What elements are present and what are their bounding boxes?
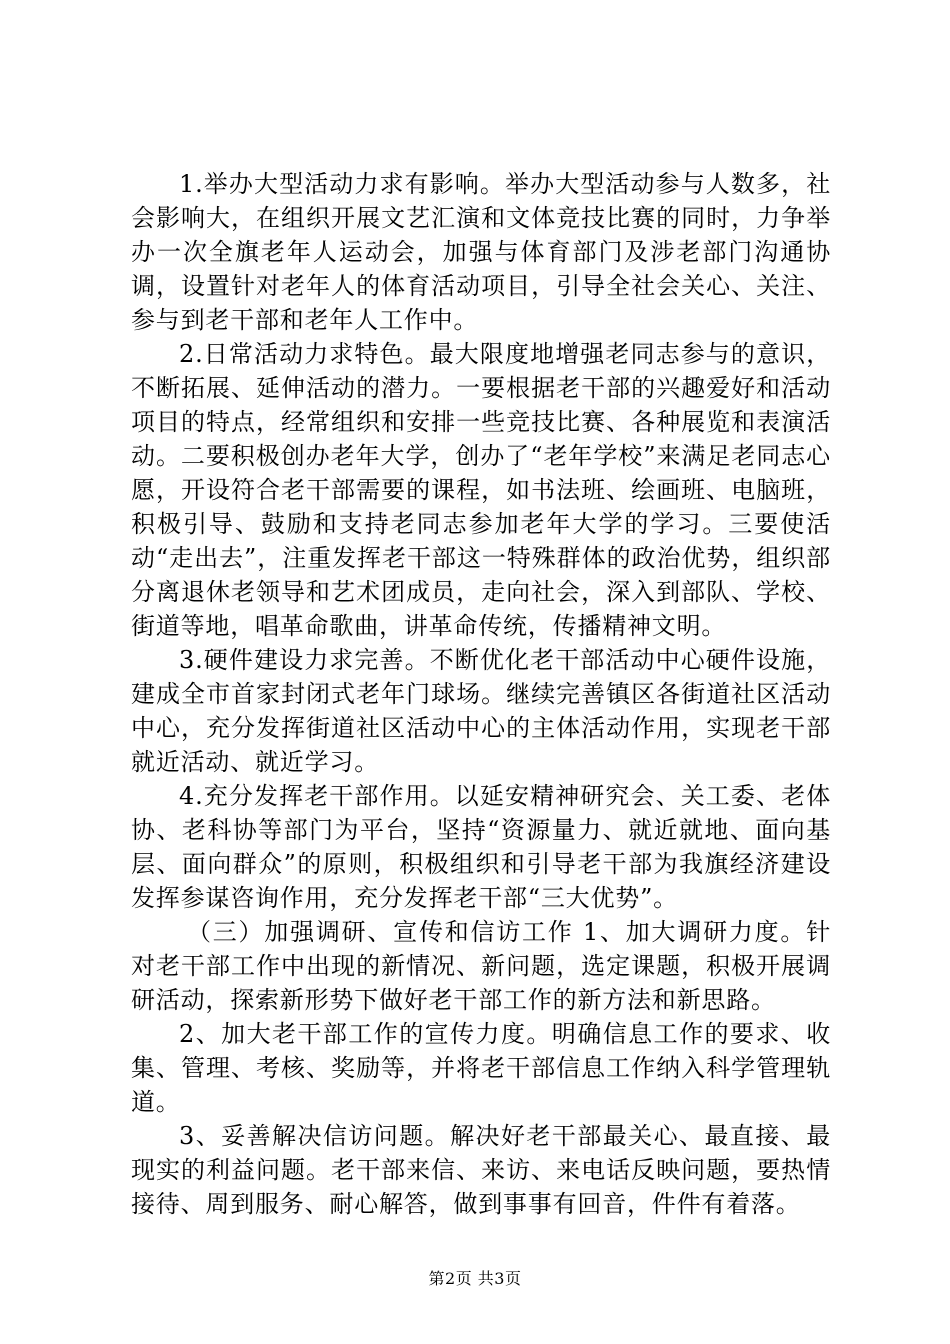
document-body (131, 167, 831, 1221)
paragraph-petitions: 3、妥善解决信访问题。解决好老干部最关心、最直接、最现实的利益问题。老干部来信、来访、来电话反映问题，要热情接待、周到服务、耐心解答，做到事事有回音，件件有着落。 (131, 1122, 831, 1218)
paragraph-research-publicity: （三）加强调研、宣传和信访工作 1、加大调研力度。针对老干部工作中出现的新情况、新问题，选定课题，积极开展调研活动，探索新形势下做好老干部工作的新方法和新思路。 (131, 918, 831, 1014)
paragraph-large-events: 1.举办大型活动力求有影响。举办大型活动参与人数多，社会影响大，在组织开展文艺汇演和文体竞技比赛的同时，力争举办一次全旗老年人运动会，加强与体育部门及涉老部门沟通协调，设置针对老年人的体育活动项目，引导全社会关心、关注、参与到老干部和老年人工作中。 (131, 170, 831, 334)
page-footer: 第2页 共3页 (428, 1269, 522, 1288)
paragraph-publicity-effort: 2、加大老干部工作的宣传力度。明确信息工作的要求、收集、管理、考核、奖励等，并将老干部信息工作纳入科学管理轨道。 (131, 1020, 831, 1116)
paragraph-hardware-construction: 3.硬件建设力求完善。不断优化老干部活动中心硬件设施，建成全市首家封闭式老年门球场。继续完善镇区各街道社区活动中心，充分发挥街道社区活动中心的主体活动作用，实现老干部就近活动、就近学习。 (131, 646, 831, 776)
paragraph-daily-activities: 2.日常活动力求特色。最大限度地增强老同志参与的意识，不断拓展、延伸活动的潜力。一要根据老干部的兴趣爱好和活动项目的特点，经常组织和安排一些竞技比赛、各种展览和表演活动。二要积极创办老年大学，创办了“老年学校”来满足老同志心愿，开设符合老干部需要的课程，如书法班、绘画班、电脑班，积极引导、鼓励和支持老同志参加老年大学的学习。三要使活动“走出去”，注重发挥老干部这一特殊群体的政治优势，组织部分离退休老领导和艺术团成员，走向社会，深入到部队、学校、街道等地，唱革命歌曲，讲革命传统，传播精神文明。 (131, 340, 831, 640)
paragraph-cadre-role: 4.充分发挥老干部作用。以延安精神研究会、关工委、老体协、老科协等部门为平台，坚持“资源量力、就近就地、面向基层、面向群众”的原则，积极组织和引导老干部为我旗经济建设发挥参谋咨询作用，充分发挥老干部“三大优势”。 (131, 782, 831, 912)
